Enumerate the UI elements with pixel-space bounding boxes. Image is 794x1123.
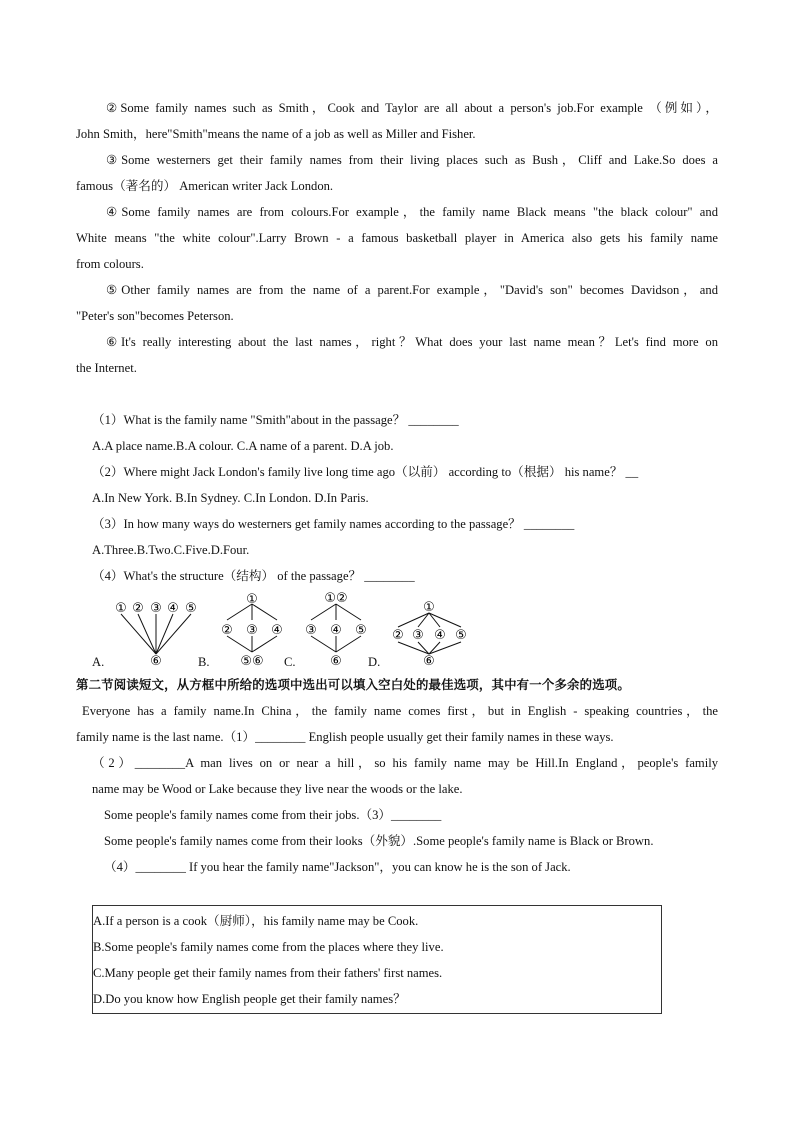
node: ⑥ — [423, 654, 435, 668]
diagram-a — [110, 596, 202, 668]
question-stem: （3）In how many ways do westerners get family names according to the passage？ ________ — [92, 517, 575, 531]
node: ⑤ — [455, 628, 467, 643]
passage-line: John Smith，here"Smith"means the name of a job as well as Miller and Fisher. — [76, 127, 476, 141]
diagram-b — [214, 590, 294, 668]
question-stem: （4）What's the structure（结构） of the passage？ ________ — [92, 569, 415, 583]
section-line: Everyone has a family name.In China，the family name comes first，but in English - speaking countries，the — [82, 704, 718, 718]
question-options: A.In New York. B.In Sydney. C.In London. D.In Paris. — [92, 491, 369, 505]
node: ② — [132, 601, 144, 616]
option-b: B.Some people's family names come from the places where they live. — [93, 940, 444, 954]
section-line: name may be Wood or Lake because they live near the woods or the lake. — [92, 782, 463, 796]
node: ① — [115, 601, 127, 616]
node: ③ — [412, 628, 424, 643]
question-options: A.Three.B.Two.C.Five.D.Four. — [92, 543, 250, 557]
node: ② — [221, 623, 233, 638]
passage-line: ④Some family names are from colours.For example，the family name Black means "the black colour" and — [106, 205, 718, 219]
node: ① — [423, 600, 435, 615]
node: ⑤ — [185, 601, 197, 616]
diagram-label: D. — [368, 655, 381, 669]
diagram-label: B. — [198, 655, 210, 669]
diagram-c — [298, 588, 381, 669]
node: ①② — [324, 591, 348, 606]
passage-line: ②Some family names such as Smith，Cook and Taylor are all about a person's job.For example （例如）， — [106, 101, 718, 115]
passage-line: "Peter's son"becomes Peterson. — [76, 309, 234, 323]
node: ③ — [305, 623, 317, 638]
node: ② — [392, 628, 404, 643]
section-heading: 第二节阅读短文，从方框中所给的选项中选出可以填入空白处的最佳选项，其中有一个多余的选项。 — [76, 677, 630, 692]
node: ④ — [271, 623, 283, 638]
node: ⑤⑥ — [240, 654, 264, 668]
node: ③ — [246, 623, 258, 638]
option-c: C.Many people get their family names from their fathers' first names. — [93, 966, 443, 980]
node: ⑥ — [330, 654, 342, 668]
options-box — [92, 905, 662, 1014]
option-a: A.If a person is a cook（厨师），his family name may be Cook. — [93, 914, 419, 928]
passage-line: famous（著名的） American writer Jack London. — [76, 179, 334, 193]
question-stem: （2）Where might Jack London's family live long time ago（以前） according to（根据） his name？ __ — [92, 465, 639, 479]
passage-line: the Internet. — [76, 361, 137, 375]
passage-line: White means "the white colour".Larry Brown - a famous basketball player in America also gets his family name — [76, 231, 718, 245]
section-line: Some people's family names come from their jobs.（3）________ — [104, 808, 442, 822]
question-options: A.A place name.B.A colour. C.A name of a parent. D.A job. — [92, 439, 394, 453]
node: ⑥ — [150, 654, 162, 668]
node: ④ — [167, 601, 179, 616]
passage-line: ⑥It's really interesting about the last names，right？What does your last name mean？Let's find more on — [106, 335, 718, 349]
diagram-d — [384, 596, 476, 668]
diagram-label: C. — [284, 655, 296, 669]
option-d: D.Do you know how English people get their family names？ — [93, 992, 406, 1006]
node: ④ — [434, 628, 446, 643]
passage-line: ⑤Other family names are from the name of a parent.For example，"David's son" becomes Davidson，and — [106, 283, 718, 297]
question-stem: （1）What is the family name "Smith"about in the passage？ ________ — [92, 413, 459, 427]
node: ① — [246, 592, 258, 607]
passage-line: from colours. — [76, 257, 144, 271]
section-line: （2）________A man lives on or near a hill，so his family name may be Hill.In England，people's family — [92, 756, 718, 770]
diagram-label: A. — [92, 655, 105, 669]
passage-line: ③Some westerners get their family names from their living places such as Bush，Cliff and Lake.So does a — [106, 153, 718, 167]
node: ③ — [150, 601, 162, 616]
node: ⑤ — [355, 623, 367, 638]
node: ④ — [330, 623, 342, 638]
section-line: Some people's family names come from their looks（外貌）.Some people's family name is Black or Brown. — [104, 834, 654, 848]
section-line: family name is the last name.（1）________ English people usually get their family names in these ways. — [76, 730, 614, 744]
section-line: （4）________ If you hear the family name"Jackson"，you can know he is the son of Jack. — [104, 860, 571, 874]
